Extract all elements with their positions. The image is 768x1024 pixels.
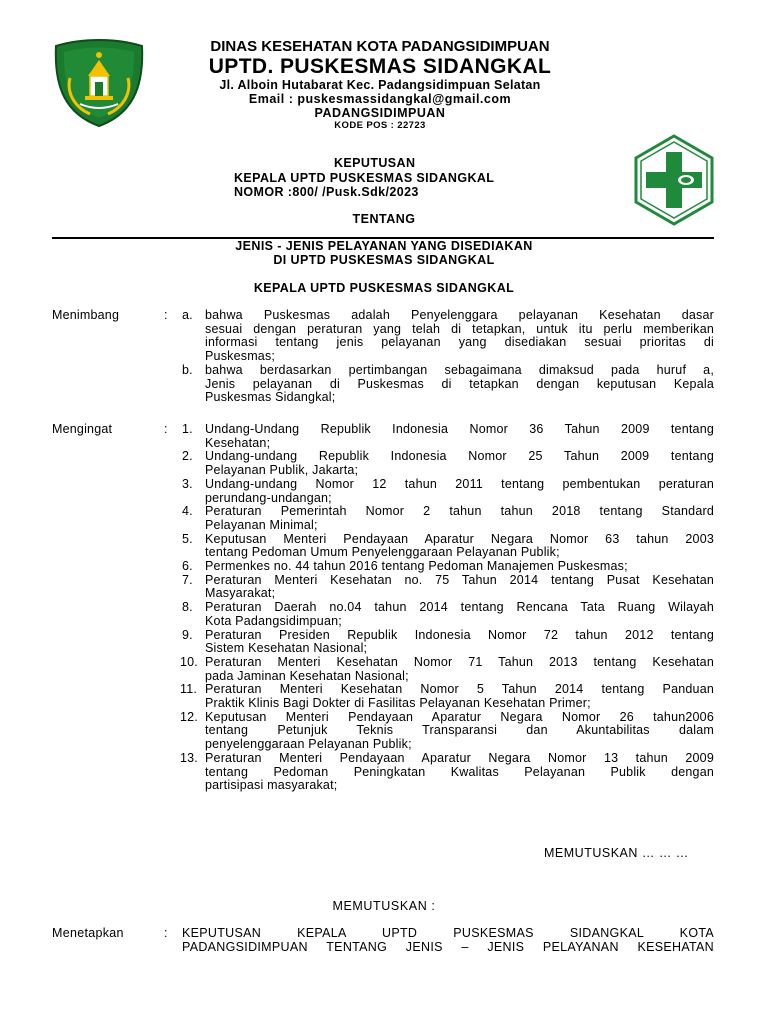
section-label: Mengingat — [52, 422, 113, 436]
list-item — [182, 533, 714, 560]
list-item-line: Permenkes no. 44 tahun 2016 tentang Pedoman Manajemen Puskesmas; — [205, 559, 628, 574]
list-item-line: Undang-undang Republik Indonesia Nomor 25 Tahun 2009 tentang — [205, 449, 714, 464]
agency-name: DINAS KESEHATAN KOTA PADANGSIDIMPUAN — [210, 38, 550, 55]
section-colon: : — [164, 926, 168, 940]
list-item-line: Peraturan Presiden Republik Indonesia Nomor 72 tahun 2012 tentang — [205, 627, 714, 642]
section-colon: : — [164, 308, 168, 322]
list-item-line: Peraturan Pemerintah Nomor 2 tahun tahun 2018 tentang Standard — [205, 504, 714, 519]
list-item-number: 5. — [182, 531, 193, 546]
list-item-line: tentang Pedoman Umum Penyelenggaraan Pelayanan Publik; — [205, 545, 560, 560]
list-item — [182, 752, 714, 793]
list-item-number: a. — [182, 308, 193, 322]
decides-heading: MEMUTUSKAN : — [332, 899, 436, 913]
list-item-line: Sistem Kesehatan Nasional; — [205, 641, 368, 656]
decree-issuer: KEPALA UPTD PUSKESMAS SIDANGKAL — [234, 170, 495, 185]
list-item-line: Peraturan Menteri Pendayaan Aparatur Negara Nomor 13 tahun 2009 — [205, 750, 714, 765]
list-item-line: sesuai dengan peraturan yang telah di tetapkan, untuk itu perlu memberikan — [205, 321, 714, 336]
list-item-number: 9. — [182, 627, 193, 642]
list-item-line: pada Jaminan Kesehatan Nasional; — [205, 668, 409, 683]
section-label: Menetapkan — [52, 926, 124, 940]
list-item — [182, 601, 714, 628]
decree-title — [234, 156, 494, 200]
list-item-number: 10. — [180, 654, 198, 669]
list-item-line: bahwa Puskesmas adalah Penyelenggara pelayanan Kesehatan dasar — [205, 308, 714, 322]
list-item-line: Keputusan Menteri Pendayaan Aparatur Negara Nomor 63 tahun 2003 — [205, 531, 714, 546]
list-item-line: Kota Padangsidimpuan; — [205, 613, 342, 628]
list-item-line: perundang-undangan; — [205, 490, 332, 505]
list-item — [182, 560, 714, 574]
list-item-line: Keputusan Menteri Pendayaan Aparatur Negara Nomor 26 tahun2006 — [205, 709, 714, 724]
list-item-line: Pelayanan Minimal; — [205, 517, 318, 532]
list-item-number: 8. — [182, 600, 193, 615]
list-item-line: Kesehatan; — [205, 435, 271, 450]
city-emblem-logo — [52, 38, 146, 128]
list-item-line: Masyarakat; — [205, 586, 276, 601]
city: PADANGSIDIMPUAN — [314, 106, 446, 120]
about-label: TENTANG — [352, 212, 416, 226]
list-item-line: Jenis pelayanan di Puskesmas di tetapkan dengan keputusan Kepala — [205, 376, 714, 391]
list-item-number: b. — [182, 362, 193, 377]
address: Jl. Alboin Hutabarat Kec. Padangsidimpuan Selatan — [219, 78, 541, 92]
list-item — [182, 711, 714, 752]
list-item — [182, 423, 714, 450]
considerations-list — [182, 309, 714, 405]
list-item-line: Praktik Klinis Bagi Dokter di Fasilitas Pelayanan Kesehatan Primer; — [205, 696, 591, 711]
signatory-heading: KEPALA UPTD PUSKESMAS SIDANGKAL — [253, 281, 515, 295]
section-label: Menimbang — [52, 308, 120, 322]
list-item-line: Peraturan Daerah no.04 tahun 2014 tentang Rencana Tata Ruang Wilayah — [205, 600, 714, 615]
list-item-line: Undang-Undang Republik Indonesia Nomor 36 Tahun 2009 tentang — [205, 422, 714, 436]
postal-code: KODE POS : 22723 — [334, 120, 426, 131]
list-item-number: 3. — [182, 476, 193, 491]
references-list — [182, 423, 714, 793]
list-item-number: 11. — [180, 682, 198, 697]
list-item-line: bahwa berdasarkan pertimbangan sebagaimana dimaksud pada huruf a, — [205, 362, 714, 377]
institution-name: UPTD. PUSKESMAS SIDANGKAL — [208, 55, 552, 78]
list-item-number: 6. — [182, 559, 193, 574]
list-item — [182, 505, 714, 532]
list-item — [182, 629, 714, 656]
list-item-line: Undang-undang Nomor 12 tahun 2011 tentang pembentukan peraturan — [205, 476, 714, 491]
list-item-line: Peraturan Menteri Kesehatan Nomor 71 Tahun 2013 tentang Kesehatan — [205, 654, 714, 669]
list-item — [182, 656, 714, 683]
email: Email : puskesmassidangkal@gmail.com — [248, 92, 512, 106]
letterhead — [150, 38, 610, 132]
list-item-line: Puskesmas Sidangkal; — [205, 390, 336, 405]
list-item-number: 13. — [180, 750, 198, 765]
determination-text: KEPUTUSAN KEPALA UPTD PUSKESMAS SIDANGKAL KOTA PADANGSIDIMPUAN TENTANG JENIS – JENIS PELAYANAN KESEHATAN — [182, 926, 714, 954]
decree-heading: KEPUTUSAN — [334, 156, 416, 170]
list-item-line: Peraturan Menteri Kesehatan Nomor 5 Tahun 2014 tentang Panduan — [205, 682, 714, 697]
list-item-line: tentang Pedoman Peningkatan Kwalitas Pelayanan Publik dengan — [205, 764, 714, 779]
list-item-number: 2. — [182, 449, 193, 464]
list-item-line: penyelenggaraan Pelayanan Publik; — [205, 737, 412, 752]
list-item — [182, 364, 714, 405]
decree-subject: JENIS - JENIS PELAYANAN YANG DISEDIAKAN DI UPTD PUSKESMAS SIDANGKAL — [235, 239, 533, 267]
list-item-line: Peraturan Menteri Kesehatan no. 75 Tahun 2014 tentang Pusat Kesehatan — [205, 572, 714, 587]
list-item-line: Pelayanan Publik, Jakarta; — [205, 463, 359, 478]
decides-continuation: MEMUTUSKAN … … … — [544, 846, 689, 860]
list-item-line: partisipasi masyarakat; — [205, 778, 338, 793]
decree-number: NOMOR :800/ /Pusk.Sdk/2023 — [234, 185, 419, 199]
list-item-line: Puskesmas; — [205, 349, 276, 364]
list-item — [182, 478, 714, 505]
list-item — [182, 450, 714, 477]
list-item-line: tentang Petunjuk Teknis Transparansi dan Akuntabilitas dalam — [205, 723, 714, 738]
list-item — [182, 683, 714, 710]
list-item-line: informasi tentang jenis pelayanan yang disediakan sesuai prioritas di — [205, 335, 714, 350]
list-item — [182, 309, 714, 364]
list-item — [182, 574, 714, 601]
list-item-number: 7. — [182, 572, 193, 587]
list-item-number: 4. — [182, 504, 193, 519]
list-item-number: 12. — [180, 709, 198, 724]
list-item-number: 1. — [182, 422, 193, 436]
section-colon: : — [164, 422, 168, 436]
